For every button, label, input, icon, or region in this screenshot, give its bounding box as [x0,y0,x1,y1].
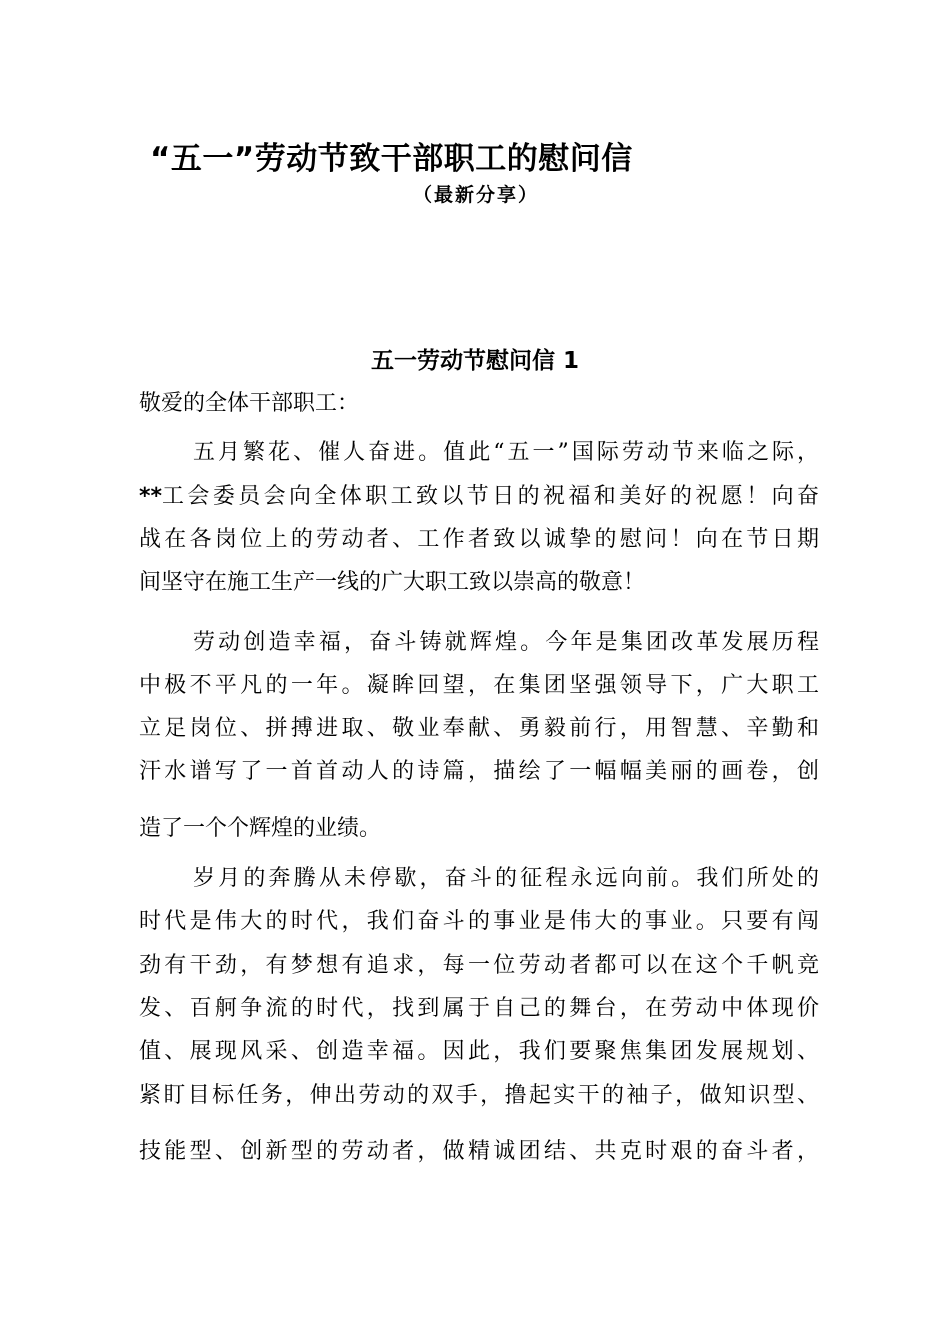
paragraph-2-line-2: 中极不平凡的一年。凝眸回望，在集团坚强领导下，广大职工 [139,673,819,698]
salutation: 敬爱的全体干部职工： [139,391,360,416]
paragraph-1-line-2-text: 工会委员会向全体职工致以节日的祝福和美好的祝愿！向奋 [162,484,819,509]
document-subtitle: （最新分享） [413,184,540,206]
paragraph-3-line-6: 紧盯目标任务，伸出劳动的双手，撸起实干的袖子，做知识型、 [139,1083,819,1108]
paragraph-3-line-7: 技能型、创新型的劳动者，做精诚团结、共克时艰的奋斗者， [139,1139,819,1164]
redaction-mark: ** [139,484,163,509]
paragraph-2-line-1: 劳动创造幸福，奋斗铸就辉煌。今年是集团改革发展历程 [193,630,819,655]
paragraph-3-line-5: 值、展现风采、创造幸福。因此，我们要聚焦集团发展规划、 [139,1039,819,1064]
section-title: 五一劳动节慰问信 1 [370,348,579,374]
paragraph-1-line-4: 间坚守在施工生产一线的广大职工致以崇高的敬意！ [139,570,646,595]
paragraph-3-line-2: 时代是伟大的时代，我们奋斗的事业是伟大的事业。只要有闯 [139,909,819,934]
paragraph-2-line-4: 汗水谱写了一首首动人的诗篇，描绘了一幅幅美丽的画卷，创 [139,759,819,784]
paragraph-1-line-3: 战在各岗位上的劳动者、工作者致以诚挚的慰问！向在节日期 [139,527,819,552]
document-title: “五一”劳动节致干部职工的慰问信 [150,141,633,177]
paragraph-2-line-3: 立足岗位、拼搏进取、敬业奉献、勇毅前行，用智慧、辛勤和 [139,716,819,741]
paragraph-3-line-1: 岁月的奔腾从未停歇，奋斗的征程永远向前。我们所处的 [193,866,819,891]
paragraph-2-line-5: 造了一个个辉煌的业绩。 [139,816,382,841]
paragraph-3-line-4: 发、百舸争流的时代，找到属于自己的舞台，在劳动中体现价 [139,996,819,1021]
paragraph-1-line-1: 五月繁花、催人奋进。值此“五一”国际劳动节来临之际， [193,440,819,465]
paragraph-3-line-3: 劲有干劲，有梦想有追求，每一位劳动者都可以在这个千帆竞 [139,953,819,978]
paragraph-1-line-2 [139,482,819,512]
